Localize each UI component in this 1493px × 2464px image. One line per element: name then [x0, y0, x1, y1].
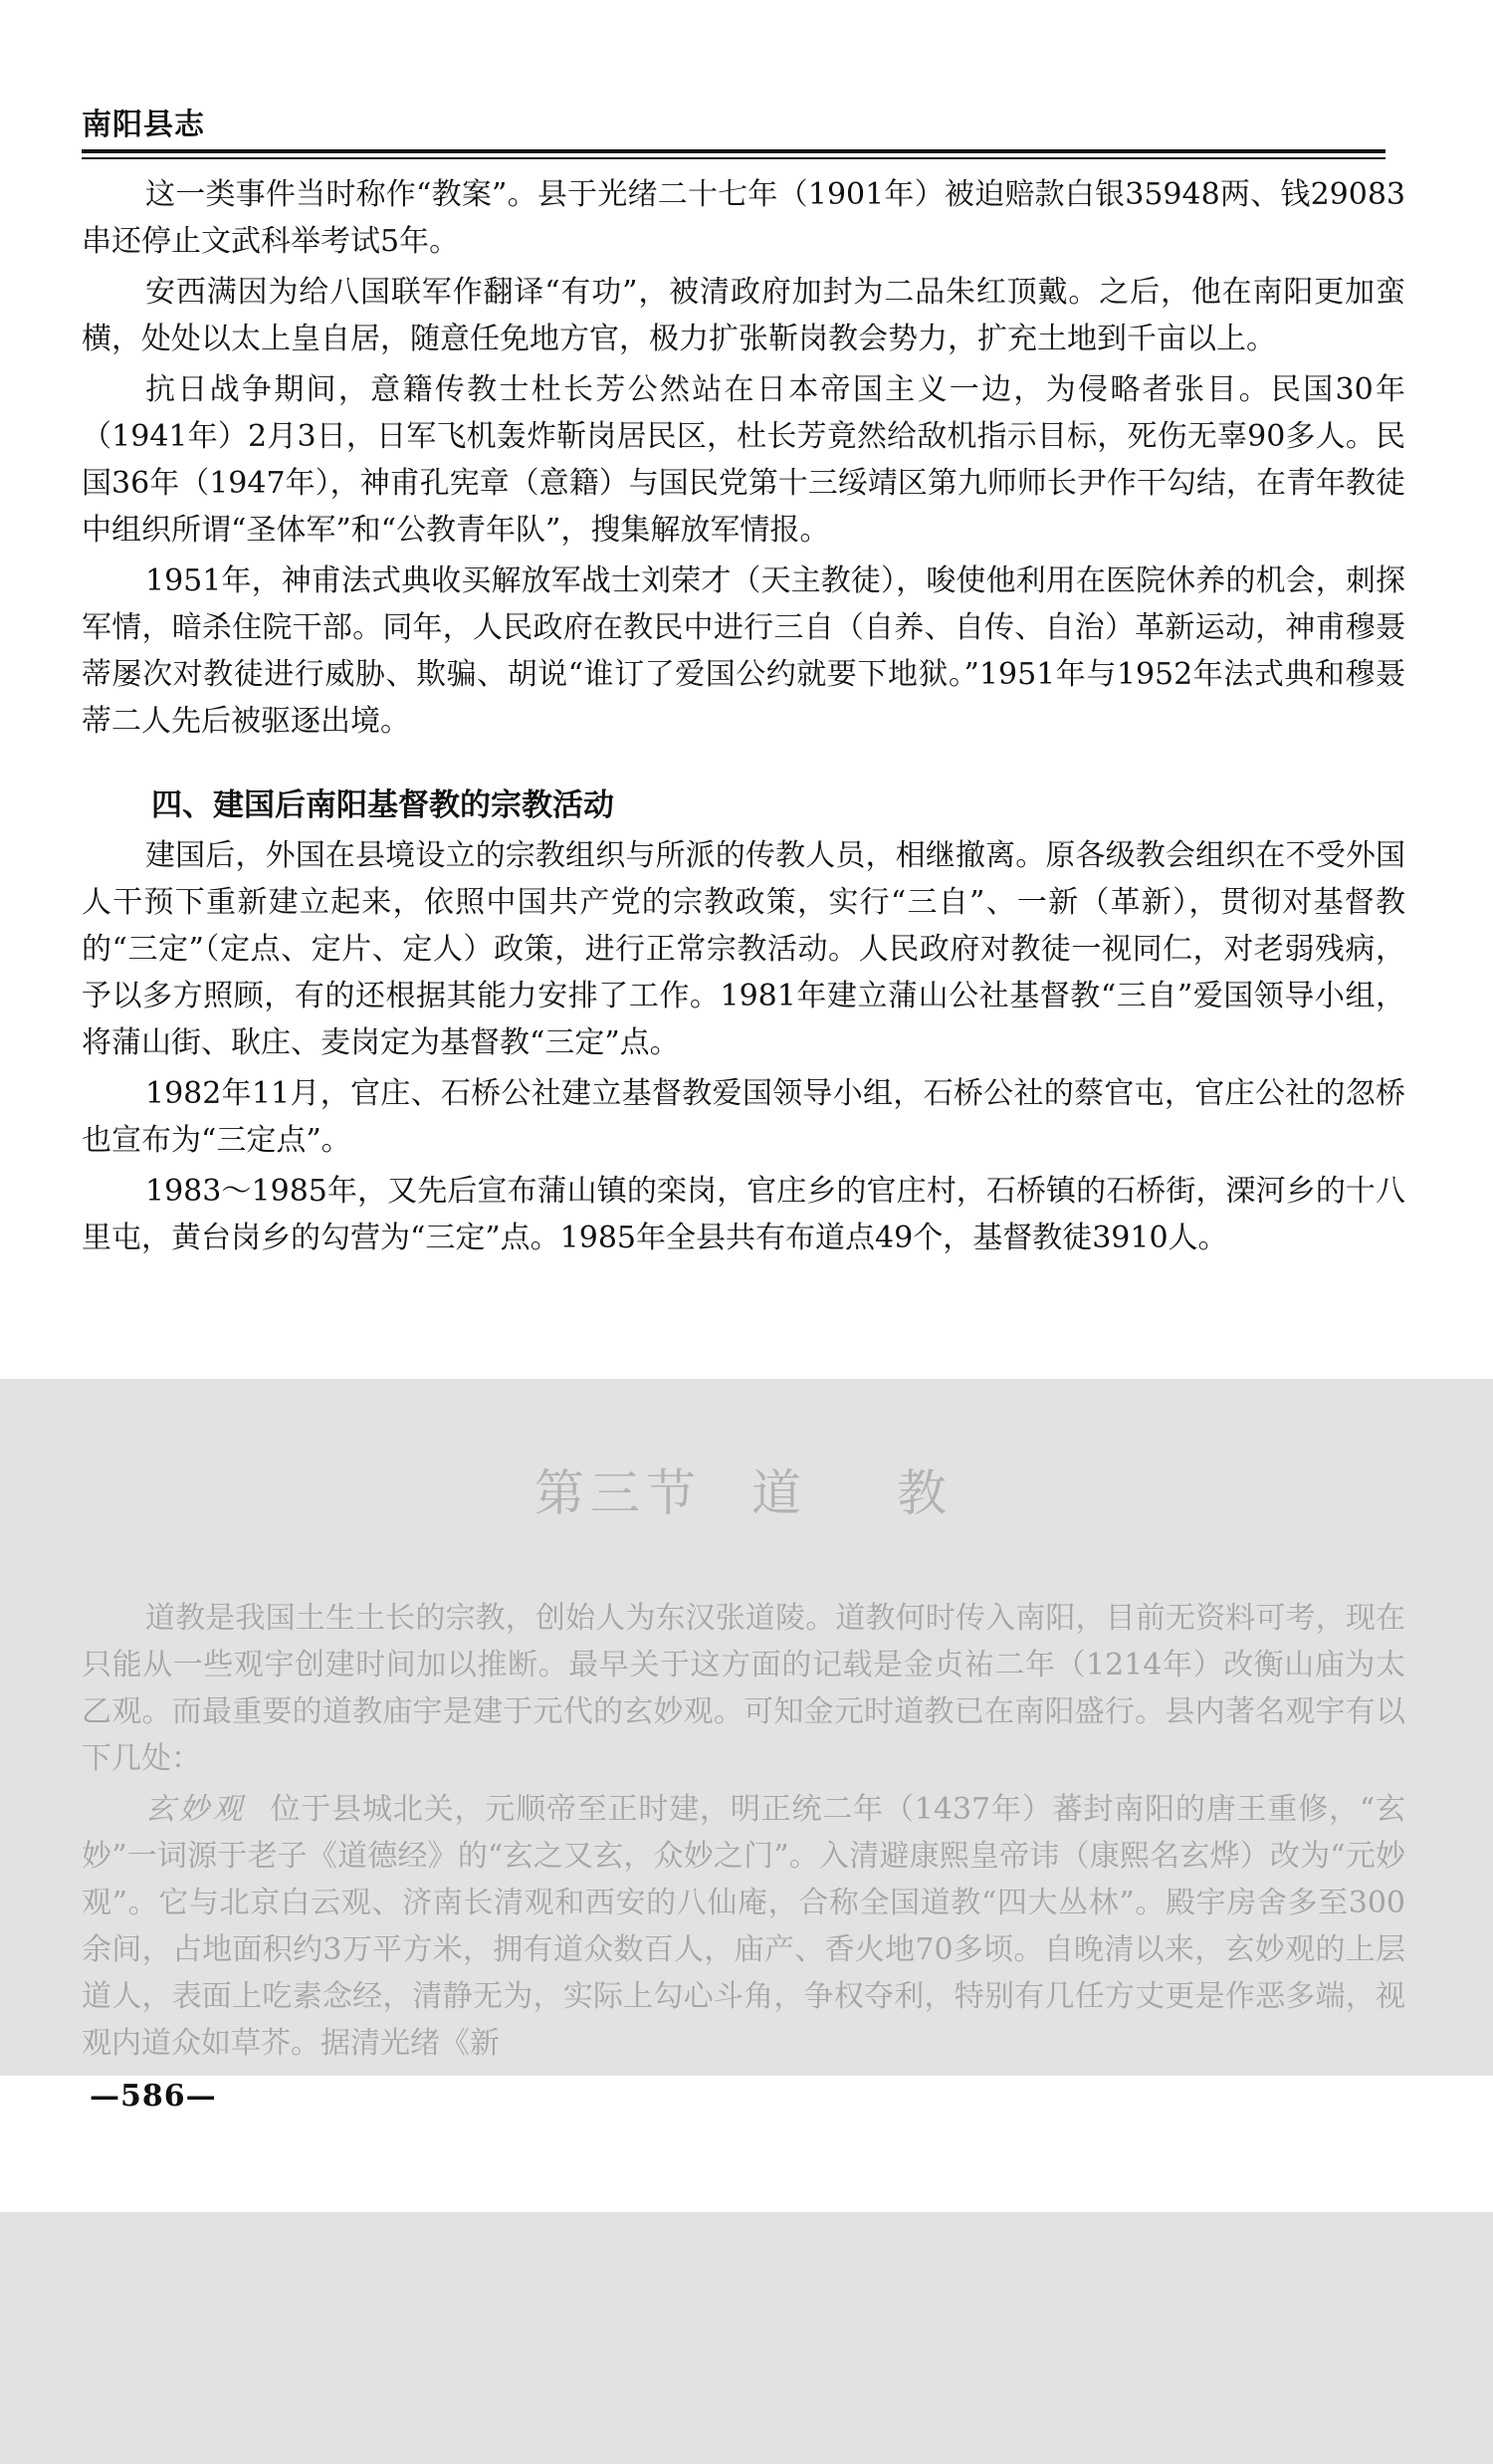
entry-text: 位于县城北关，元顺帝至正时建，明正统二年（1437年）蕃封南阳的唐王重修，“玄妙”一词源于老子《道德经》的“玄之又玄，众妙之门”。入清避康熙皇帝讳（康熙名玄烨）改为“元妙观”。它与北京白云观、济南长清观和西安的八仙庵，合称全国道教“四大丛林”。殿宇房舍多至300余间，占地面积约3万平方米，拥有道众数百人，庙产、香火地70多顷。自晚清以来，玄妙观的上层道人，表面上吃素念经，清静无为，实际上勾心斗角，争权夺利，特别有几任方丈更是作恶多端，视观内道众如草芥。据清光绪《新 — [82, 1792, 1406, 2061]
body-text — [82, 171, 1405, 1261]
paragraph: 1983～1985年，又先后宣布蒲山镇的栾岗，官庄乡的官庄村，石桥镇的石桥街，溧河乡的十八里屯，黄台岗乡的勾营为“三定”点。1985年全县共有布道点49个，基督教徒3910人。 — [82, 1174, 1405, 1255]
paragraph: 道教是我国土生土长的宗教，创始人为东汉张道陵。道教何时传入南阳，目前无资料可考，现在只能从一些观宇创建时间加以推断。最早关于这方面的记载是金贞祐二年（1214年）改衡山庙为太乙观。而最重要的道教庙宇是建于元代的玄妙观。可知金元时道教已在南阳盛行。县内著名观宇有以下几处： — [82, 1601, 1405, 1776]
entry-paragraph — [82, 1786, 1405, 2067]
header-rule-thin — [82, 157, 1386, 159]
entry-term: 玄妙观 — [145, 1792, 247, 1827]
chapter-word-1: 道 — [751, 1464, 807, 1522]
paragraph: 1951年，神甫法式典收买解放军战士刘荣才（天主教徒），唆使他利用在医院休养的机会，刺探军情，暗杀住院干部。同年，人民政府在教民中进行三自（自养、自传、自治）革新运动，神甫穆聂蒂屡次对教徒进行威胁、欺骗、胡说“谁订了爱国公约就要下地狱。”1951年与1952年法式典和穆聂蒂二人先后被驱逐出境。 — [82, 563, 1405, 739]
chapter-number: 第三节 — [534, 1464, 702, 1522]
paragraph: 安西满因为给八国联军作翻译“有功”，被清政府加封为二品朱红顶戴。之后，他在南阳更加蛮横，处处以太上皇自居，随意任免地方官，极力扩张靳岗教会势力，扩充土地到千亩以上。 — [82, 275, 1405, 356]
chapter-word-2: 教 — [897, 1464, 953, 1522]
header-rule-thick — [82, 149, 1386, 153]
section-heading: 四、建国后南阳基督教的宗教活动 — [151, 787, 614, 823]
page-number: —586— — [90, 2079, 217, 2114]
paragraph: 这一类事件当时称作“教案”。县于光绪二十七年（1901年）被迫赔款白银35948两、钱29083串还停止文武科举考试5年。 — [82, 177, 1405, 259]
paragraph: 建国后，外国在县境设立的宗教组织与所派的传教人员，相继撤离。原各级教会组织在不受外国人干预下重新建立起来，依照中国共产党的宗教政策，实行“三自”、一新（革新），贯彻对基督教的“三定”（定点、定片、定人）政策，进行正常宗教活动。人民政府对教徒一视同仁，对老弱残病，予以多方照顾，有的还根据其能力安排了工作。1981年建立蒲山公社基督教“三自”爱国领导小组，将蒲山街、耿庄、麦岗定为基督教“三定”点。 — [82, 838, 1405, 1060]
paragraph: 1982年11月，官庄、石桥公社建立基督教爱国领导小组，石桥公社的蔡官屯，官庄公社的忽桥也宣布为“三定点”。 — [82, 1076, 1405, 1158]
chapter-title — [82, 1454, 1405, 1525]
book-title: 南阳县志 — [82, 108, 205, 142]
footer — [0, 2076, 1493, 2212]
paragraph: 抗日战争期间，意籍传教士杜长芳公然站在日本帝国主义一边，为侵略者张目。民国30年（1941年）2月3日，日军飞机轰炸靳岗居民区，杜长芳竟然给敌机指示目标，死伤无辜90多人。民国36年（1947年），神甫孔宪章（意籍）与国民党第十三绥靖区第九师师长尹作干勾结，在青年教徒中组织所谓“圣体军”和“公教青年队”，搜集解放军情报。 — [82, 372, 1405, 548]
faded-next-section — [0, 1379, 1493, 2464]
